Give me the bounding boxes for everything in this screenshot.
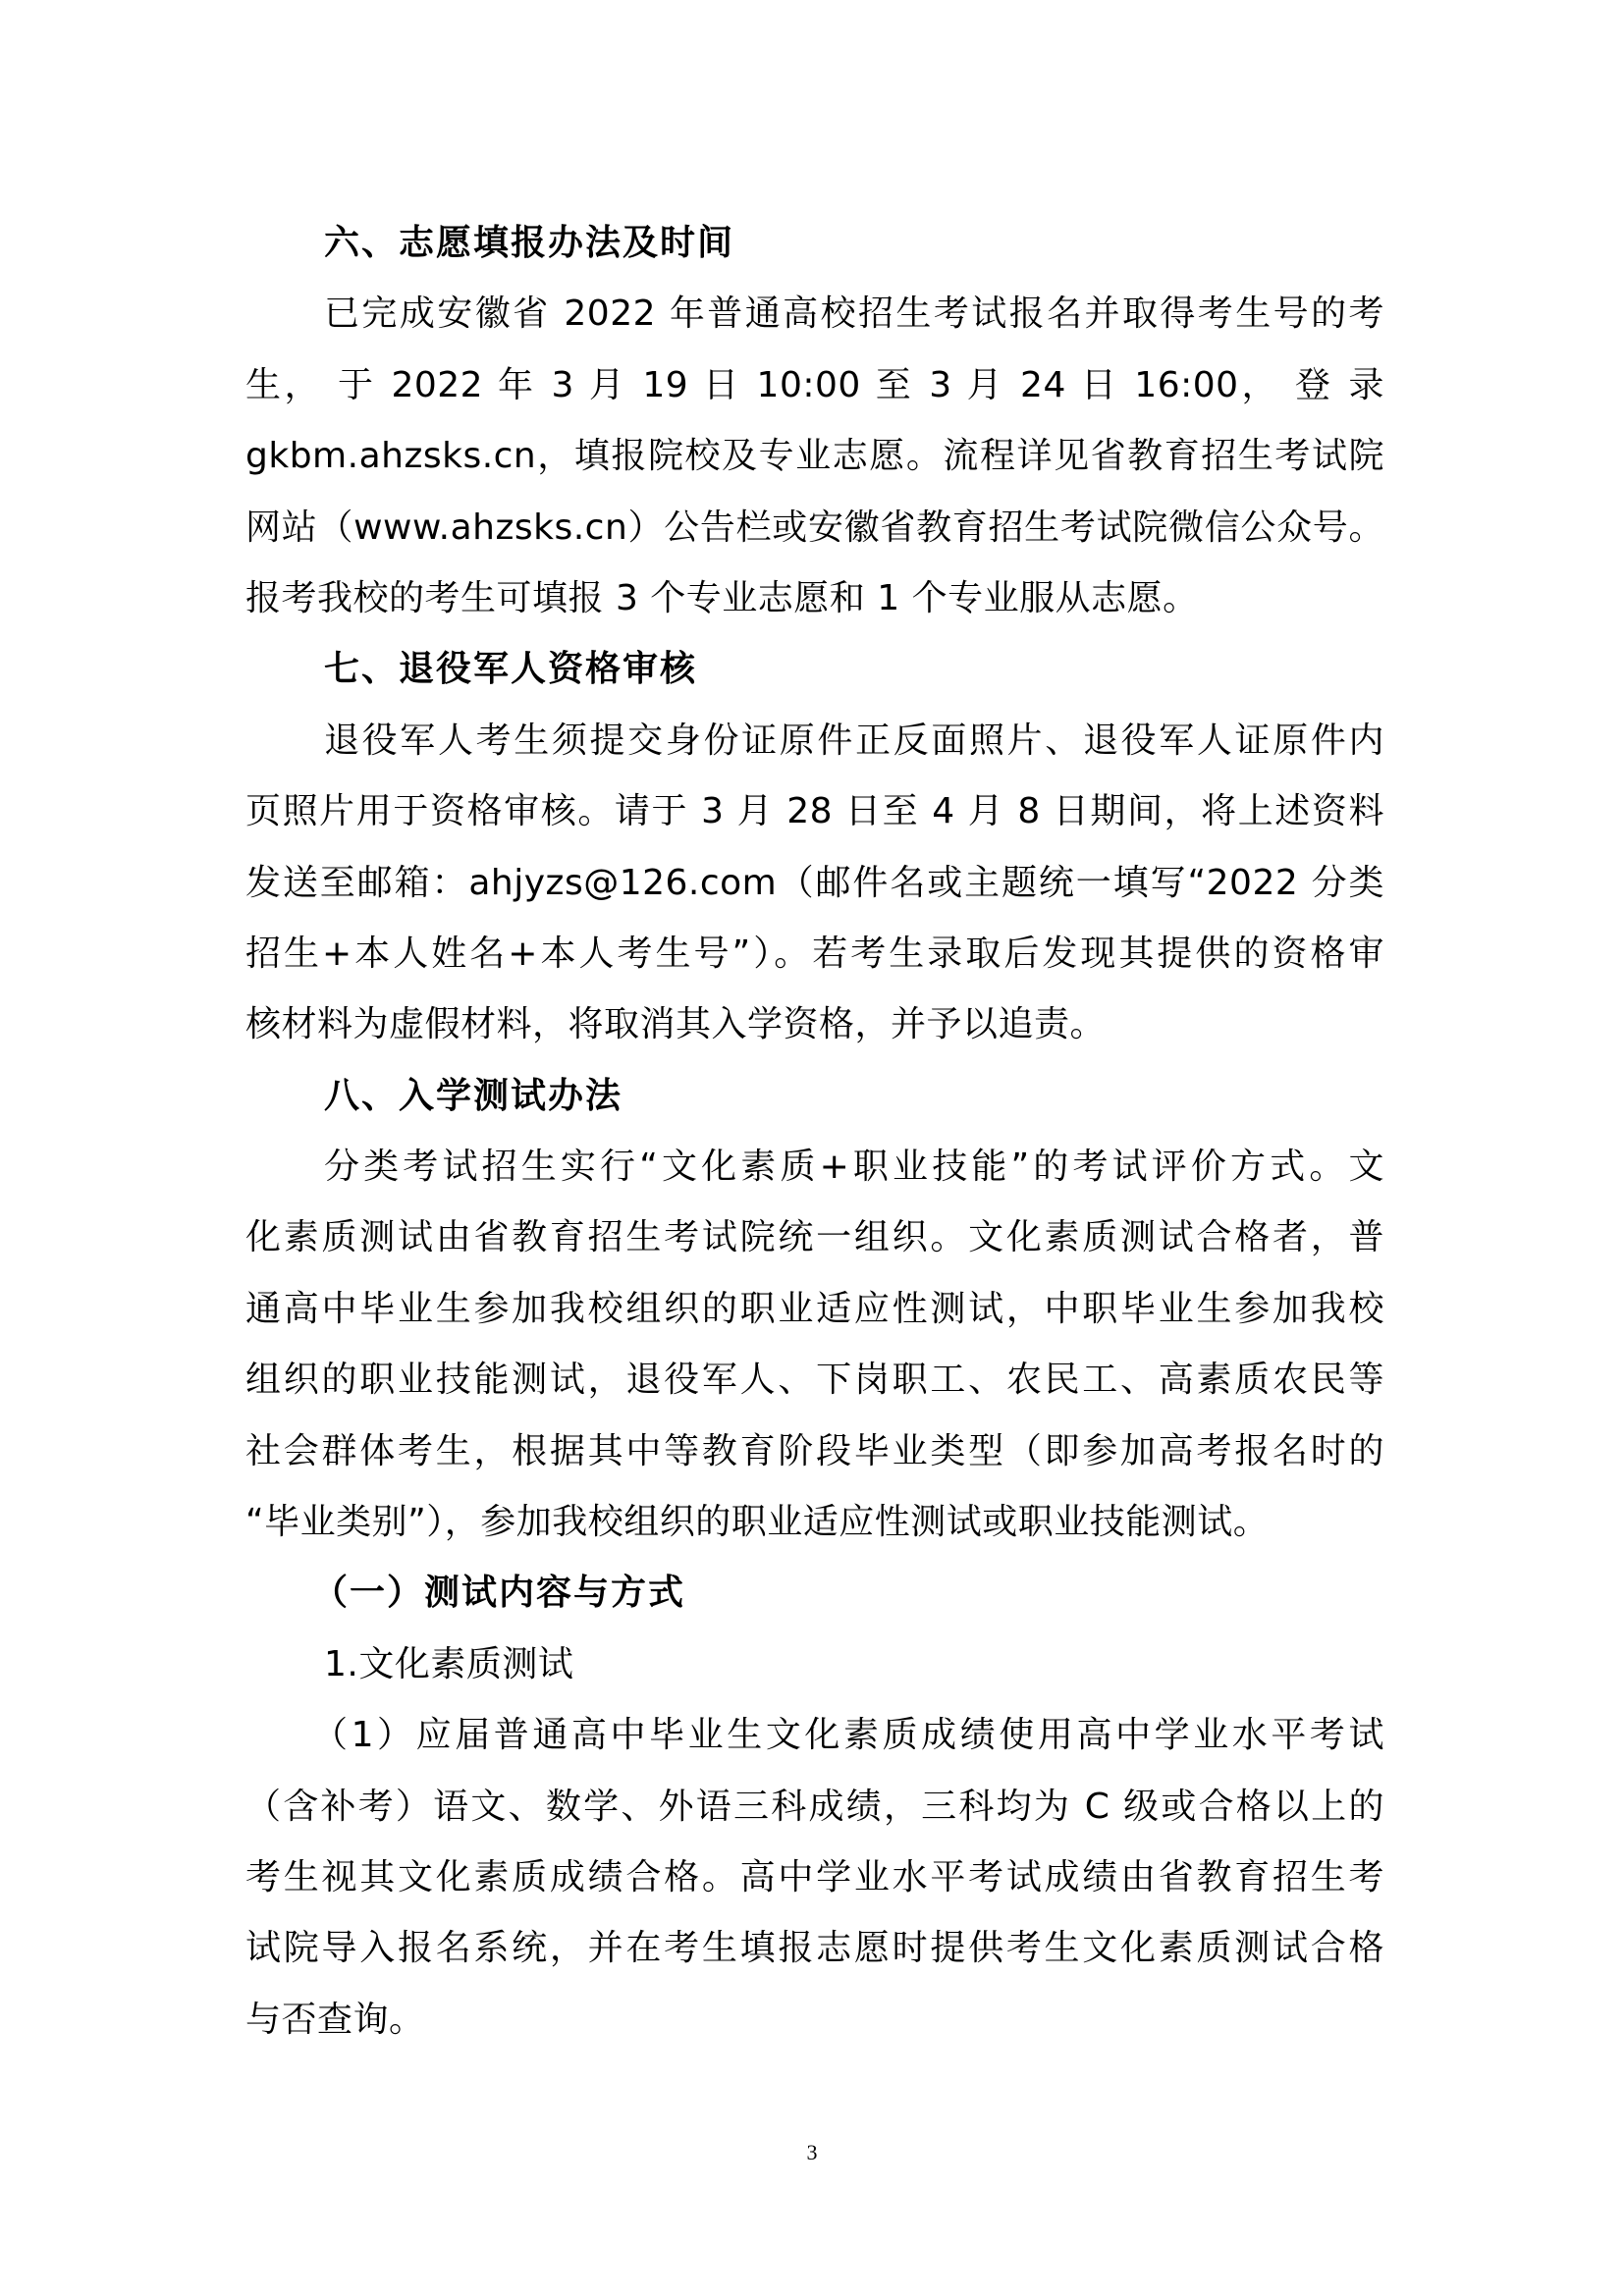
section-heading: （一）测试内容与方式 xyxy=(312,1573,686,1614)
section-heading: 八、入学测试办法 xyxy=(324,1075,623,1116)
section-heading: 六、志愿填报办法及时间 xyxy=(324,223,735,263)
text-line: 考生视其文化素质成绩合格。高中学业水平考试成绩由省教育招生考 xyxy=(245,1856,1384,1897)
text-line: 1.文化素质测试 xyxy=(324,1643,574,1684)
text-line: 通高中毕业生参加我校组织的职业适应性测试，中职毕业生参加我校 xyxy=(245,1288,1384,1329)
page-number: 3 xyxy=(806,2140,818,2164)
section-heading: 七、退役军人资格审核 xyxy=(324,649,698,690)
text-line: 报考我校的考生可填报 3 个专业志愿和 1 个专业服从志愿。 xyxy=(245,577,1199,618)
text-line: 与否查询。 xyxy=(245,1999,425,2040)
text-line: 试院导入报名系统，并在考生填报志愿时提供考生文化素质测试合格 xyxy=(245,1928,1384,1969)
text-line: （1）应届普通高中毕业生文化素质成绩使用高中学业水平考试 xyxy=(312,1715,1384,1756)
text-line: “毕业类别”），参加我校组织的职业适应性测试或职业技能测试。 xyxy=(245,1502,1270,1543)
text-line: 发送至邮箱：ahjyzs@126.com（邮件名或主题统一填写“2022 分类 xyxy=(245,862,1384,903)
text-line: 生， 于 2022 年 3 月 19 日 10:00 至 3 月 24 日 16:00， 登 录 xyxy=(245,364,1384,405)
text-line: 分类考试招生实行“文化素质+职业技能”的考试评价方式。文 xyxy=(324,1147,1384,1188)
document-body xyxy=(245,208,1384,2056)
text-line: 组织的职业技能测试，退役军人、下岗职工、农民工、高素质农民等 xyxy=(245,1360,1384,1401)
text-line: 社会群体考生，根据其中等教育阶段毕业类型（即参加高考报名时的 xyxy=(245,1430,1384,1471)
text-line: 招生+本人姓名+本人考生号”）。若考生录取后发现其提供的资格审 xyxy=(245,933,1384,974)
text-line: 网站（www.ahzsks.cn）公告栏或安徽省教育招生考试院微信公众号。 xyxy=(245,507,1384,548)
text-line: 化素质测试由省教育招生考试院统一组织。文化素质测试合格者，普 xyxy=(245,1217,1384,1258)
text-line: 退役军人考生须提交身份证原件正反面照片、退役军人证原件内 xyxy=(324,720,1384,761)
text-line: （含补考）语文、数学、外语三科成绩，三科均为 C 级或合格以上的 xyxy=(245,1786,1384,1827)
text-line: 已完成安徽省 2022 年普通高校招生考试报名并取得考生号的考 xyxy=(324,294,1384,335)
text-line: 页照片用于资格审核。请于 3 月 28 日至 4 月 8 日期间，将上述资料 xyxy=(245,791,1384,832)
text-line: 核材料为虚假材料，将取消其入学资格，并予以追责。 xyxy=(245,1004,1107,1045)
text-line: gkbm.ahzsks.cn，填报院校及专业志愿。流程详见省教育招生考试院 xyxy=(245,436,1384,477)
